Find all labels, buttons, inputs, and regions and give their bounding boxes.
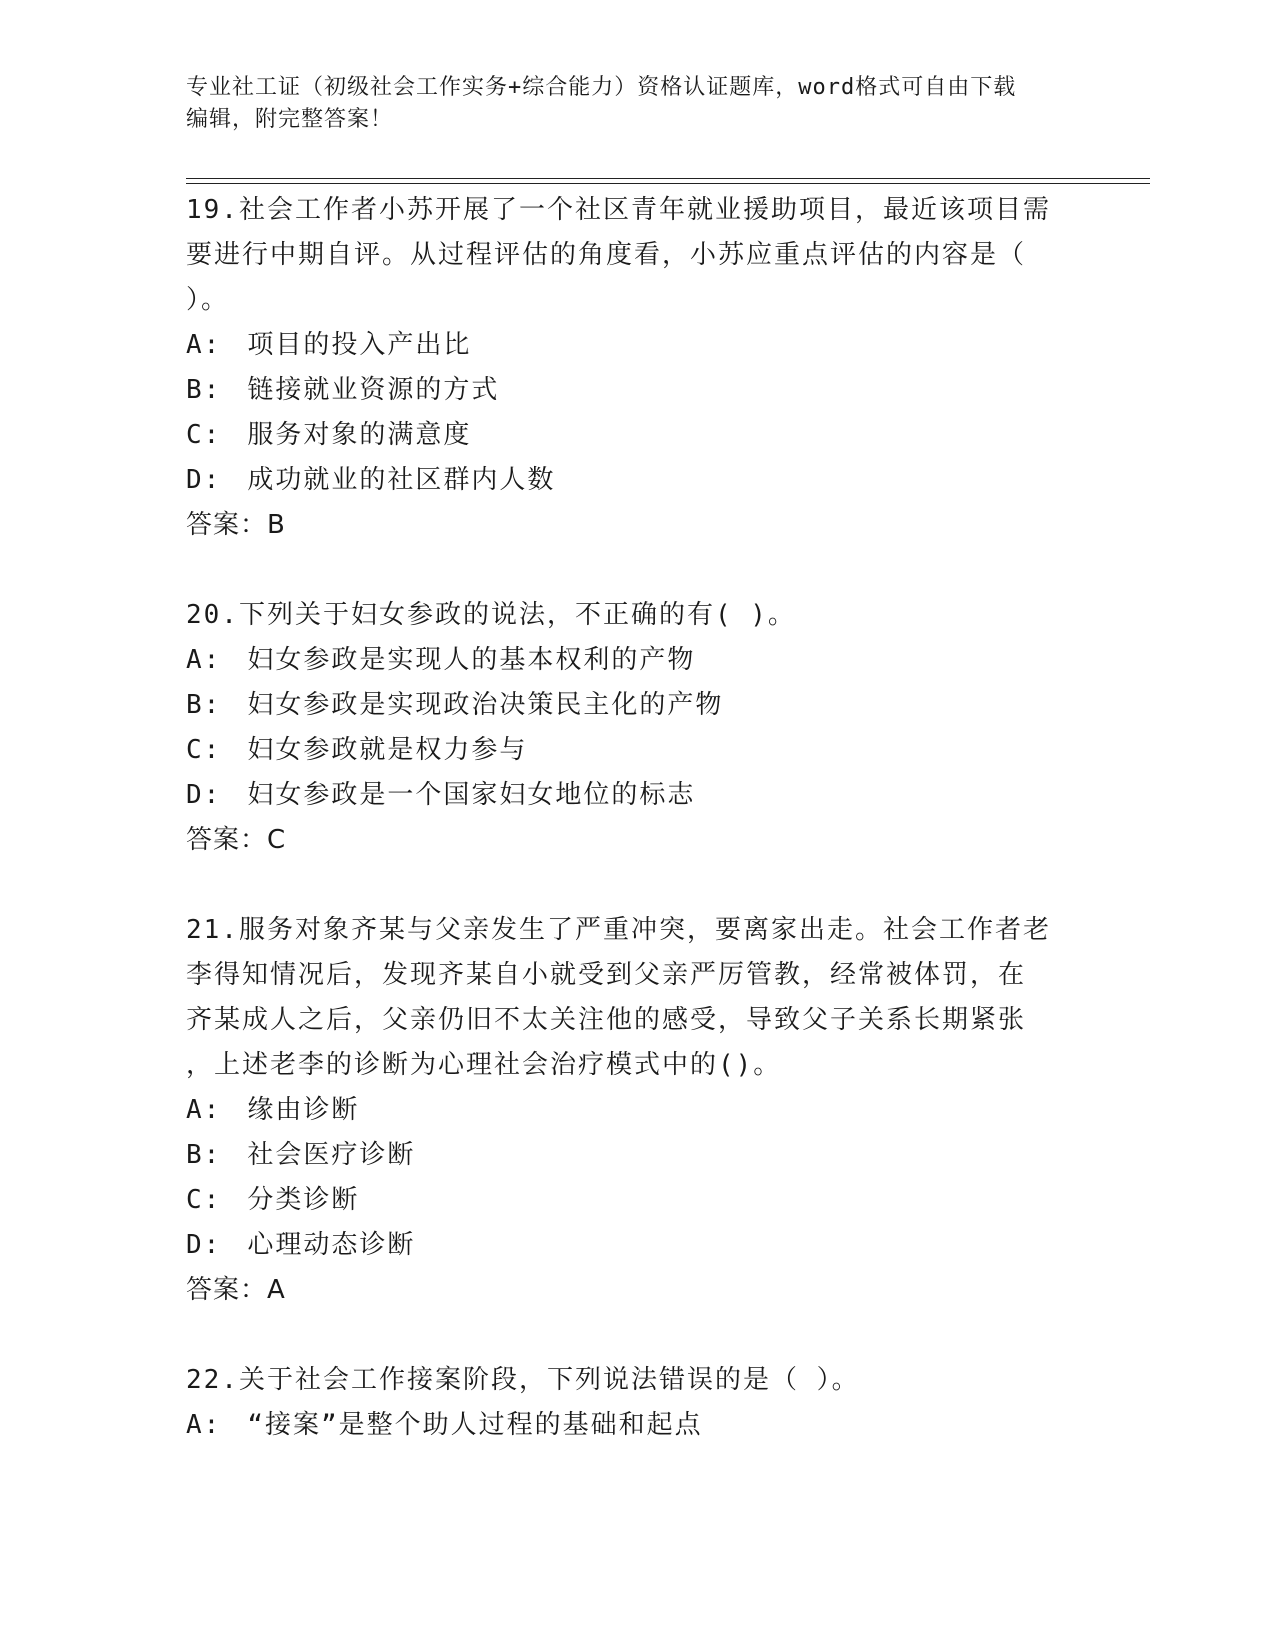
option-key: B:	[186, 1140, 222, 1170]
question-stem	[186, 1358, 1086, 1403]
header-line-1: 专业社工证（初级社会工作实务+综合能力）资格认证题库，word格式可自由下载	[186, 75, 1017, 100]
answer-line: 答案：B	[186, 510, 286, 540]
document-header	[186, 72, 1086, 136]
stem-line: 22.关于社会工作接案阶段，下列说法错误的是（ ）。	[186, 1365, 860, 1395]
option-a	[186, 638, 1086, 683]
option-key: B:	[186, 375, 222, 405]
option-d	[186, 773, 1086, 818]
stem-line: 李得知情况后，发现齐某自小就受到父亲严厉管教，经常被体罚，在	[186, 960, 1027, 990]
question-21	[186, 908, 1086, 1313]
option-key: A:	[186, 330, 222, 360]
option-key: D:	[186, 465, 222, 495]
question-20	[186, 593, 1086, 863]
option-text: 妇女参政是实现人的基本权利的产物	[247, 645, 696, 675]
answer-line: 答案：A	[186, 1275, 286, 1305]
option-key: A:	[186, 1095, 222, 1125]
option-key: B:	[186, 690, 222, 720]
stem-line: 要进行中期自评。从过程评估的角度看，小苏应重点评估的内容是（	[186, 240, 1027, 270]
question-list	[186, 188, 1086, 1493]
option-text: 妇女参政是一个国家妇女地位的标志	[247, 780, 696, 810]
stem-line: 19.社会工作者小苏开展了一个社区青年就业援助项目，最近该项目需	[186, 195, 1051, 225]
option-d	[186, 458, 1086, 503]
option-text: 链接就业资源的方式	[247, 375, 500, 405]
option-d	[186, 1223, 1086, 1268]
option-key: D:	[186, 1230, 222, 1260]
question-stem	[186, 188, 1086, 323]
option-text: 缘由诊断	[247, 1095, 360, 1125]
stem-line: ，上述老李的诊断为心理社会治疗模式中的()。	[186, 1050, 782, 1080]
option-c	[186, 413, 1086, 458]
question-19	[186, 188, 1086, 548]
option-b	[186, 683, 1086, 728]
option-key: C:	[186, 420, 222, 450]
option-text: 妇女参政就是权力参与	[247, 735, 528, 765]
option-key: C:	[186, 735, 222, 765]
option-a	[186, 323, 1086, 368]
option-c	[186, 728, 1086, 773]
header-divider-bottom	[186, 183, 1150, 184]
option-text: 妇女参政是实现政治决策民主化的产物	[247, 690, 724, 720]
stem-line: 20.下列关于妇女参政的说法，不正确的有( )。	[186, 600, 796, 630]
option-key: D:	[186, 780, 222, 810]
option-c	[186, 1178, 1086, 1223]
option-text: 社会医疗诊断	[247, 1140, 416, 1170]
option-key: C:	[186, 1185, 222, 1215]
option-text: 服务对象的满意度	[247, 420, 472, 450]
header-line-2: 编辑，附完整答案！	[186, 107, 394, 132]
option-b	[186, 368, 1086, 413]
option-text: 分类诊断	[247, 1185, 360, 1215]
option-key: A:	[186, 1410, 222, 1440]
question-stem	[186, 593, 1086, 638]
option-key: A:	[186, 645, 222, 675]
question-stem	[186, 908, 1086, 1088]
header-divider-top	[186, 178, 1150, 179]
option-text: 心理动态诊断	[247, 1230, 416, 1260]
option-a	[186, 1403, 1086, 1448]
option-text: 成功就业的社区群内人数	[247, 465, 556, 495]
question-22	[186, 1358, 1086, 1448]
stem-line: 21.服务对象齐某与父亲发生了严重冲突，要离家出走。社会工作者老	[186, 915, 1051, 945]
option-a	[186, 1088, 1086, 1133]
option-text: 项目的投入产出比	[247, 330, 472, 360]
option-text: “接案”是整个助人过程的基础和起点	[247, 1410, 703, 1440]
answer-line: 答案：C	[186, 825, 287, 855]
stem-line: ）。	[186, 285, 230, 315]
stem-line: 齐某成人之后，父亲仍旧不太关注他的感受，导致父子关系长期紧张	[186, 1005, 1027, 1035]
option-b	[186, 1133, 1086, 1178]
